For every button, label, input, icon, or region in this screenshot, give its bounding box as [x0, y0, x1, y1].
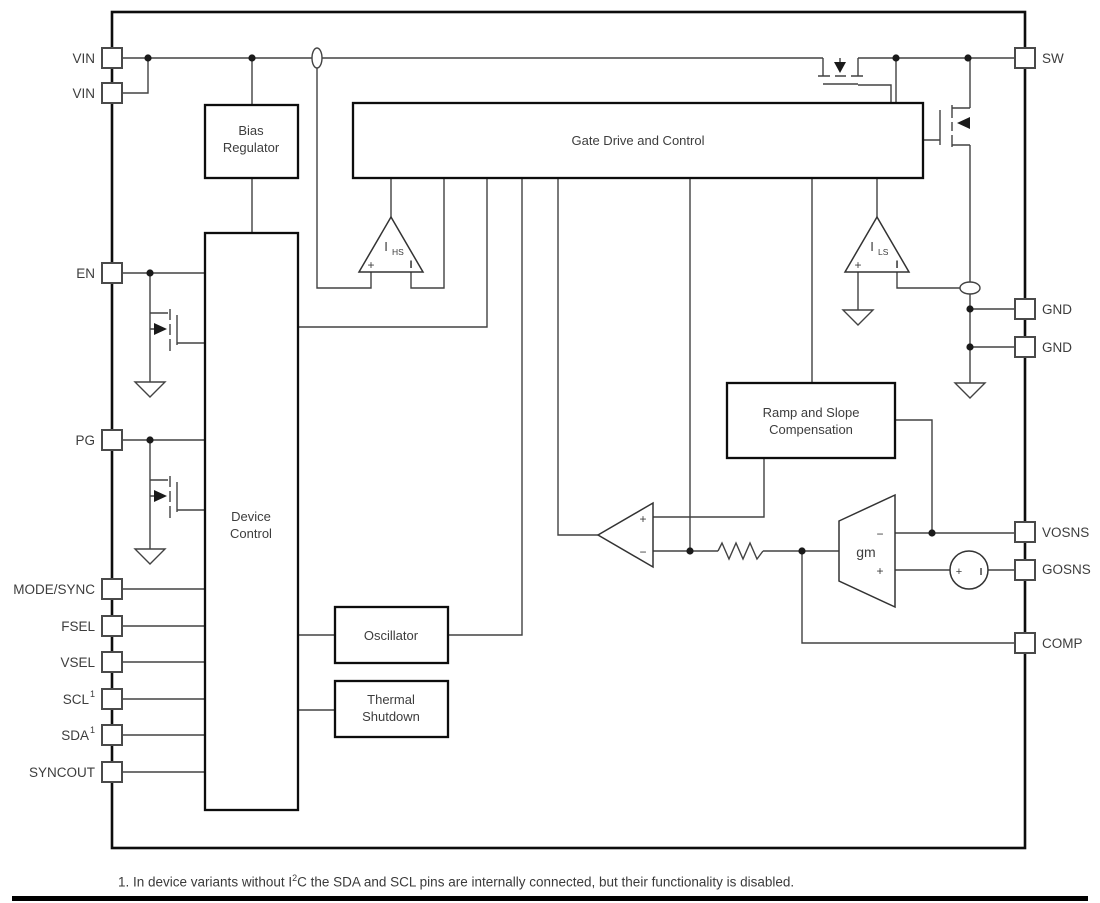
footnote-text-pre: 1. In device variants without I — [118, 874, 293, 890]
junction-dot — [686, 547, 693, 554]
device-control-label-2: Control — [230, 526, 272, 541]
gm-plus-label: + — [876, 564, 884, 578]
gate-drive-label: Gate Drive and Control — [571, 133, 705, 148]
current-source-plus-label: + — [955, 566, 963, 578]
footnote — [118, 873, 794, 890]
pin-label-vin-1: VIN — [72, 51, 95, 66]
ramp-slope-label-2: Compensation — [769, 422, 853, 437]
junction-dot — [966, 305, 973, 312]
junction-dot — [798, 547, 805, 554]
bias-regulator-label-2: Regulator — [222, 140, 280, 155]
pin-gosns — [1015, 560, 1035, 580]
ihs-plus-label: + — [367, 258, 375, 272]
current-sense-ellipse-vin — [312, 48, 322, 68]
ihs-label: I — [384, 239, 388, 254]
comparator-minus-label: − — [639, 545, 647, 559]
oscillator-label: Oscillator — [363, 628, 419, 643]
ils-out-label: I — [895, 259, 899, 271]
pin-label-scl: SCL — [62, 692, 89, 707]
footnote-superscript: 2 — [292, 873, 298, 883]
pin-gnd-2 — [1015, 337, 1035, 357]
pin-label-mode-sync: MODE/SYNC — [13, 582, 95, 597]
ihs-out-label: I — [409, 259, 413, 271]
pin-vin-2 — [102, 83, 122, 103]
ils-label-sub: LS — [878, 247, 889, 257]
thermal-shutdown-label-2: Shutdown — [362, 709, 420, 724]
pin-label-sw: SW — [1042, 51, 1064, 66]
pin-label-en: EN — [76, 266, 95, 281]
device-control-label-1: Device — [231, 509, 271, 524]
pin-vosns — [1015, 522, 1035, 542]
pin-en — [102, 263, 122, 283]
gm-label: gm — [856, 544, 876, 560]
pin-label-gnd-1: GND — [1042, 302, 1072, 317]
pin-pg — [102, 430, 122, 450]
mosfet-arrow-power — [957, 117, 970, 129]
ground-symbol-ils — [843, 310, 873, 325]
mosfet-arrow-pg — [154, 490, 167, 502]
bottom-rule-bar — [12, 896, 1088, 901]
current-source-i-label: I — [979, 567, 983, 578]
mosfet-power-right-wires — [923, 58, 970, 383]
pin-label-scl-sup: 1 — [90, 689, 96, 699]
ground-symbol-power — [955, 383, 985, 398]
mosfet-arrow-highside — [834, 62, 846, 73]
pin-label-pg: PG — [75, 433, 95, 448]
pin-scl — [102, 689, 122, 709]
ihs-label-sub: HS — [392, 247, 404, 257]
pin-label-gosns: GOSNS — [1042, 562, 1091, 577]
pin-vin-1 — [102, 48, 122, 68]
junction-dot — [928, 529, 935, 536]
pin-mode-sync — [102, 579, 122, 599]
wire-gnd-taps — [970, 309, 1015, 347]
junction-dot — [964, 54, 971, 61]
pin-label-vosns: VOSNS — [1042, 525, 1090, 540]
footnote-text-post: C the SDA and SCL pins are internally connected, but their functionality is disabled. — [297, 874, 795, 890]
pin-comp — [1015, 633, 1035, 653]
junction-dot — [248, 54, 255, 61]
wire-logic-pins — [122, 589, 205, 772]
wire-comparator-plus — [653, 458, 764, 517]
mosfet-highside-top-wires — [818, 58, 896, 103]
ils-label: I — [870, 239, 874, 254]
wire-oscillator — [298, 178, 522, 635]
junction-dot — [892, 54, 899, 61]
pin-label-gnd-2: GND — [1042, 340, 1072, 355]
bias-regulator-label-1: Bias — [238, 123, 264, 138]
ramp-slope-label-1: Ramp and Slope — [762, 405, 860, 420]
pin-sw — [1015, 48, 1035, 68]
current-sense-ellipse-gnd — [960, 282, 980, 294]
pin-label-vin-2: VIN — [72, 86, 95, 101]
wire-vin2 — [122, 58, 148, 93]
junction-dot — [144, 54, 151, 61]
pin-fsel — [102, 616, 122, 636]
pin-label-comp: COMP — [1042, 636, 1083, 651]
wire-ils-output — [897, 272, 960, 288]
junction-dot — [146, 269, 153, 276]
pin-label-sda-sup: 1 — [90, 725, 96, 735]
pin-label-vsel: VSEL — [60, 655, 95, 670]
pin-label-sda: SDA — [61, 728, 89, 743]
comparator-plus-label: + — [639, 512, 647, 526]
gm-minus-label: − — [876, 527, 884, 541]
function-blocks — [205, 103, 923, 810]
ils-plus-label: + — [854, 258, 862, 272]
block-ramp-slope — [727, 383, 895, 458]
pin-gnd-1 — [1015, 299, 1035, 319]
junction-dot — [146, 436, 153, 443]
pin-label-fsel: FSEL — [61, 619, 95, 634]
pin-vsel — [102, 652, 122, 672]
pin-label-syncout: SYNCOUT — [28, 765, 95, 780]
wire-comparator-output — [558, 178, 598, 535]
mosfet-arrow-en — [154, 323, 167, 335]
junction-dot — [966, 343, 973, 350]
pin-sda — [102, 725, 122, 745]
thermal-shutdown-label-1: Thermal — [367, 692, 415, 707]
ground-symbol-en — [135, 382, 165, 397]
pin-syncout — [102, 762, 122, 782]
resistor-symbol — [718, 543, 763, 559]
ground-symbol-pg — [135, 549, 165, 564]
